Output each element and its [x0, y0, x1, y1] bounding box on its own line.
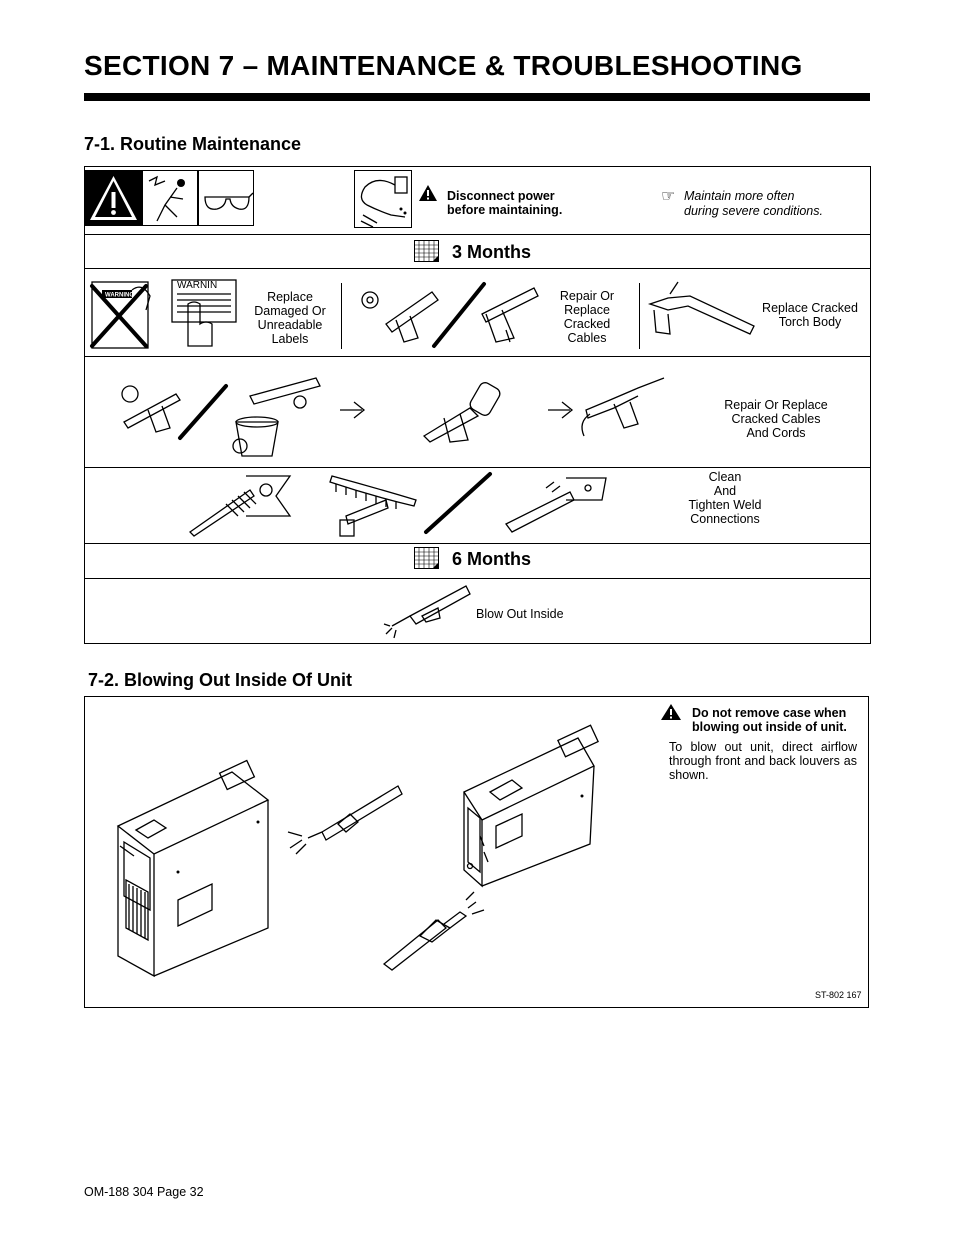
routine-maintenance-heading: 7-1. Routine Maintenance [84, 134, 302, 154]
calendar-icon [414, 547, 439, 569]
disconnect-warning-line-2: before maintaining. [447, 203, 563, 217]
disconnect-power-icon [354, 170, 412, 228]
row-divider [84, 467, 871, 468]
electric-shock-icon [142, 170, 198, 226]
clean-connections-illustration [186, 470, 611, 540]
note-line-2: during severe conditions. [684, 204, 823, 218]
title-rule [84, 93, 870, 101]
safety-glasses-icon [198, 170, 254, 226]
repair-cords-text: Repair Or Replace Cracked Cables And Cords [724, 398, 828, 440]
hazard-symbol-panel [85, 170, 142, 226]
clean-connections-text: Clean And Tighten Weld Connections [688, 470, 762, 526]
air-nozzle-rear-illustration [380, 880, 500, 980]
svg-text:WARNIN: WARNIN [177, 280, 218, 291]
row-divider [84, 356, 871, 357]
page-footer: OM-188 304 Page 32 [84, 1185, 204, 1199]
replace-labels-text: Replace Damaged Or Unreadable Labels [254, 290, 326, 346]
row-divider [84, 578, 871, 579]
note-line-1: Maintain more often [684, 189, 795, 203]
repair-cables-illustration [356, 280, 556, 350]
warning-icon [418, 184, 438, 202]
calendar-icon [414, 240, 439, 262]
column-divider [639, 283, 640, 349]
svg-text:WARNING: WARNING [105, 292, 134, 299]
row-divider [84, 234, 871, 235]
row-divider [84, 268, 871, 269]
torch-body-text: Replace Cracked Torch Body [762, 301, 858, 329]
repair-cables-text: Repair Or Replace Cracked Cables [559, 289, 615, 345]
air-nozzle-illustration [382, 582, 474, 640]
six-months-label: 6 Months [452, 549, 531, 569]
case-warning-line-1: Do not remove case when [692, 706, 847, 720]
section-title: SECTION 7 – MAINTENANCE & TROUBLESHOOTING [84, 50, 803, 81]
blow-out-inside-text: Blow Out Inside [476, 607, 564, 621]
column-divider [341, 283, 342, 349]
warning-triangle-icon [85, 170, 142, 226]
case-warning-line-2: blowing out inside of unit. [692, 720, 847, 734]
torch-body-illustration [648, 280, 763, 340]
disconnect-warning-line-1: Disconnect power [447, 189, 555, 203]
blow-out-instruction: To blow out unit, direct airflow through front and back louvers as shown. [669, 740, 857, 782]
repair-cords-sequence-illustration [118, 374, 648, 460]
replace-labels-illustration [88, 276, 243, 351]
blowing-out-heading: 7-2. Blowing Out Inside Of Unit [88, 670, 352, 690]
row-divider [84, 543, 871, 544]
welder-unit-front-illustration [112, 760, 412, 980]
three-months-label: 3 Months [452, 242, 531, 262]
pointing-hand-icon: ☞ [661, 188, 676, 205]
figure-reference: ST-802 167 [815, 990, 862, 1000]
warning-icon [660, 703, 682, 721]
